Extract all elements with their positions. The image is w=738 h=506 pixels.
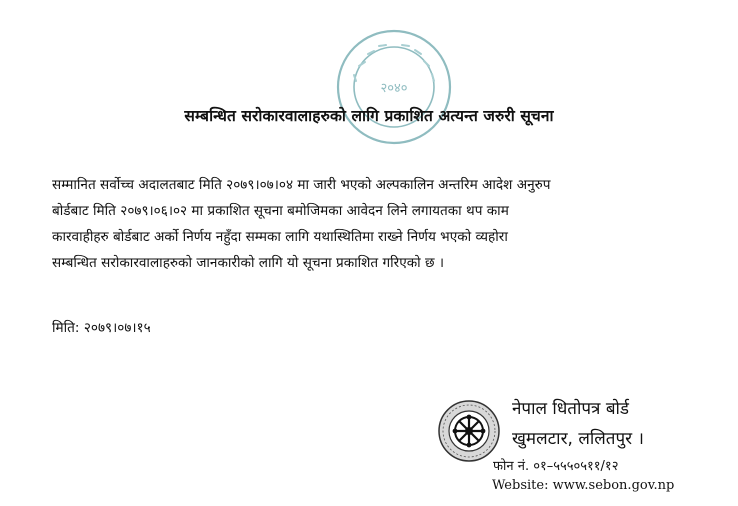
sebon-emblem-logo [437,399,501,463]
notice-body-line: कारवाहीहरु बोर्डबाट अर्को निर्णय नहुँदा सम्मका लागि यथास्थितिमा राख्ने निर्णय भएको व्यहोरा [52,229,508,245]
org-website-link[interactable]: Website: www.sebon.gov.np [492,478,675,493]
org-address: खुमलटार, ललितपुर । [512,429,644,449]
stamp-year: २०४० [380,81,408,96]
office-seal-stamp [335,28,453,146]
notice-body-line: बोर्डबाट मिति २०७९।०६।०२ मा प्रकाशित सूचना बमोजिमका आवेदन लिने लगायतका थप काम [52,203,509,219]
notice-body [52,172,692,276]
notice-date: मिति: २०७९।०७।१५ [52,320,151,336]
org-name: नेपाल धितोपत्र बोर्ड [512,399,630,419]
notice-body-line: सम्मानित सर्वोच्च अदालतबाट मिति २०७९।०७।०४ मा जारी भएको अल्पकालिन अन्तरिम आदेश अनुरुप [52,177,551,193]
notice-title: सम्बन्धित सरोकारवालाहरुको लागि प्रकाशित अत्यन्त जरुरी सूचना [184,107,554,125]
notice-body-line: सम्बन्धित सरोकारवालाहरुको जानकारीको लागि यो सूचना प्रकाशित गरिएको छ । [52,255,445,271]
org-phone: फोन नं. ०१–५५५०५११/१२ [493,459,619,474]
